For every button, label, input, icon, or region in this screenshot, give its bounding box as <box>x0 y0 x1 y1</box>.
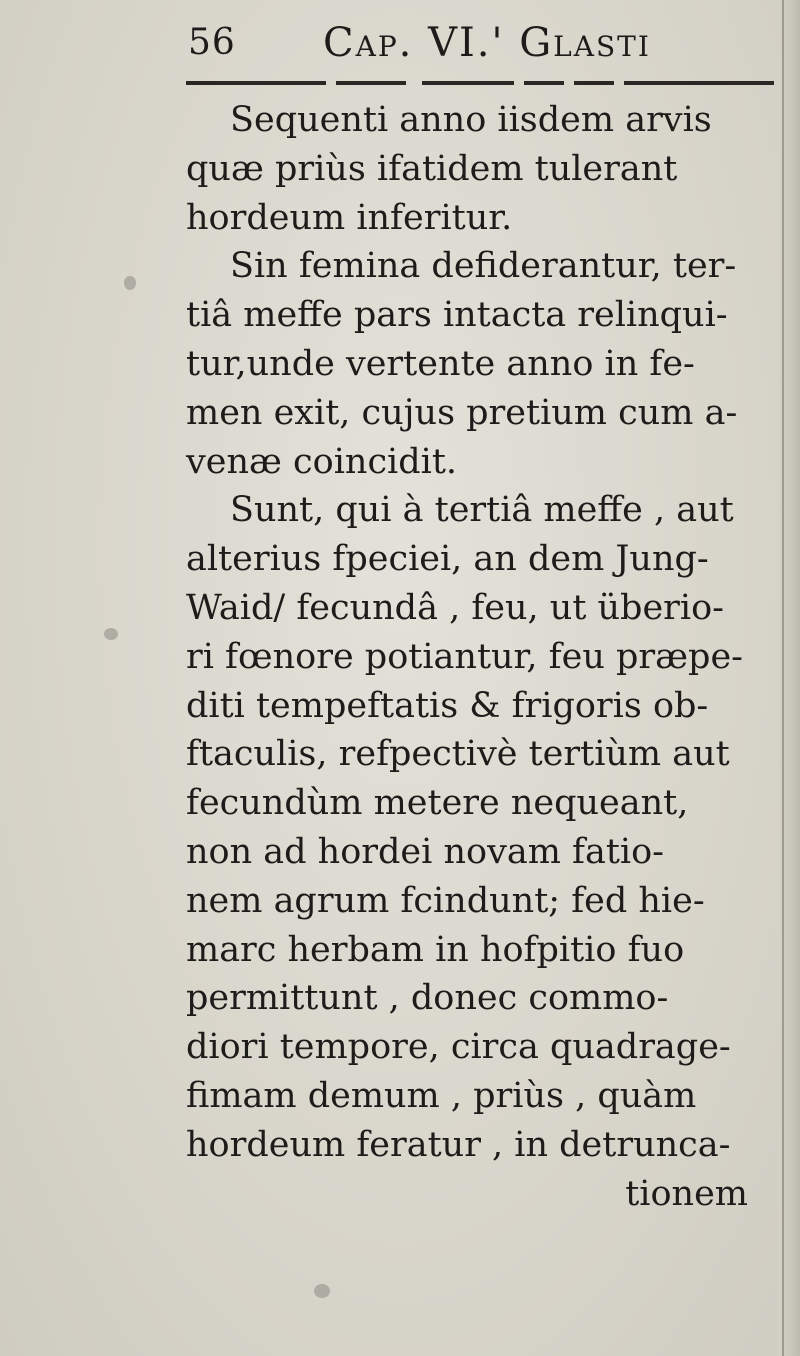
text-line: hordeum inferitur. <box>186 197 513 238</box>
text-line: Sequenti anno iisdem arvis <box>230 100 712 140</box>
text-line: ri fœnore potiantur, feu præpe- <box>186 636 743 677</box>
text-line: nem agrum fcindunt; fed hie- <box>186 880 705 921</box>
page-header <box>188 14 768 66</box>
page-number: 56 <box>188 22 236 63</box>
text-line: fimam demum , priùs , quàm <box>186 1075 697 1116</box>
ink-smudge <box>124 276 136 290</box>
text-line: permittunt , donec commo- <box>186 978 669 1019</box>
ink-smudge <box>104 628 118 640</box>
text-line: men exit, cujus pretium cum a- <box>186 392 738 433</box>
text-line: quæ priùs ifatidem tulerant <box>186 148 678 189</box>
text-line: tionem <box>625 1173 748 1214</box>
body-text <box>186 96 786 1218</box>
text-line: Sin femina defiderantur, ter- <box>230 246 737 287</box>
text-line: diori tempore, circa quadrage- <box>186 1027 731 1068</box>
text-line: Waid/ fecundâ , feu, ut überio- <box>186 587 724 628</box>
text-line: venæ coincidit. <box>186 441 458 482</box>
text-line: tiâ meffe pars intacta relinqui- <box>186 295 728 336</box>
text-line: tur,unde vertente anno in fe- <box>186 343 695 384</box>
header-rule <box>186 78 782 88</box>
ink-smudge <box>314 1284 330 1298</box>
text-line: diti tempeftatis & frigoris ob- <box>186 685 709 726</box>
text-line: alterius fpeciei, an dem Jung- <box>186 539 709 580</box>
text-line: hordeum feratur , in detrunca- <box>186 1124 731 1165</box>
text-line: ftaculis, refpectivè tertiùm aut <box>186 734 730 775</box>
text-line: marc herbam in hofpitio fuo <box>186 929 685 970</box>
gutter-line <box>782 0 784 1356</box>
text-line: fecundùm metere nequeant, <box>186 783 689 824</box>
running-head: Cap. VI.' Glasti <box>323 20 651 66</box>
text-line: non ad hordei novam fatio- <box>186 831 665 872</box>
text-line: Sunt, qui à tertiâ meffe , aut <box>230 490 734 531</box>
